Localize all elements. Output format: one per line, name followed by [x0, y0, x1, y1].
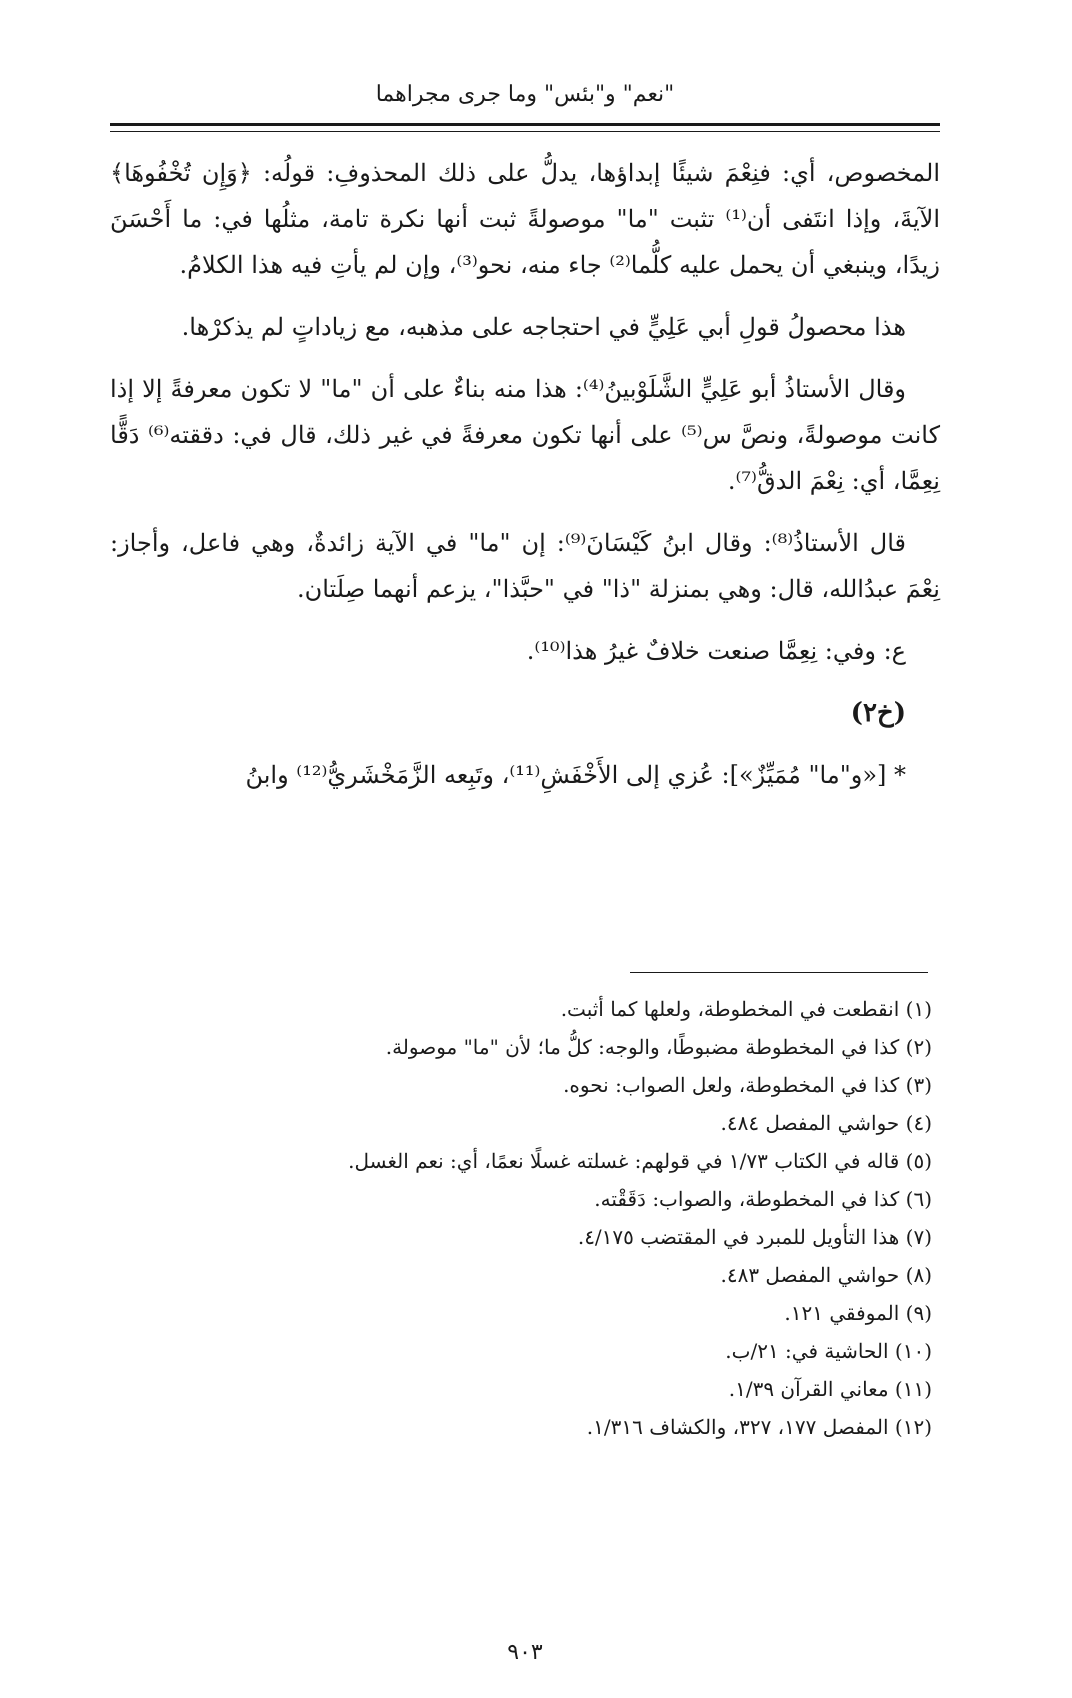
page-number: ٩٠٣: [507, 1640, 543, 1665]
main-text: [110, 150, 940, 814]
footnote: (١٠) الحاشية في: ٢١/ب.: [725, 1339, 932, 1363]
footnote: (١) انقطعت في المخطوطة، ولعلها كما أثبت.: [560, 997, 932, 1021]
footnote: (٥) قاله في الكتاب ١/٧٣ في قولهم: غسلته غسلًا نعمًا، أي: نعم الغسل.: [348, 1149, 932, 1173]
paragraph: ع: وفي: نِعِمَّا صنعت خلافٌ غيرُ هذا⁽¹⁰⁾.: [526, 637, 906, 665]
footnotes: [110, 990, 940, 1446]
paragraph: هذا محصولُ قولِ أبي عَلِيٍّ في احتجاجه على مذهبه، مع زياداتٍ لم يذكرْها.: [181, 313, 906, 341]
paragraph: وقال الأستاذُ أبو عَلِيٍّ الشَّلَوْبينُ⁽⁴⁾: هذا منه بناءٌ على أن "ما" لا تكون معرفةً إلا إذا كانت موصولةً، ونصَّ س⁽⁵⁾ على أنها تكون معرفةً في غير ذلك، قال في: دققته⁽⁶⁾ دَقًّا نِعِمَّا، أي: نِعْمَ الدقُّ⁽⁷⁾.: [110, 375, 941, 495]
footnote: (٨) حواشي المفصل ٤٨٣.: [720, 1263, 932, 1287]
footnote: (٤) حواشي المفصل ٤٨٤.: [720, 1111, 932, 1135]
footnote: (٩) الموفقي ١٢١.: [784, 1301, 932, 1325]
footnote: (٢) كذا في المخطوطة مضبوطًا، والوجه: كلُّ ما؛ لأن "ما" موصولة.: [385, 1035, 932, 1059]
footnote: (٣) كذا في المخطوطة، ولعل الصواب: نحوه.: [563, 1073, 932, 1097]
footnote: (١٢) المفصل ١٧٧، ٣٢٧، والكشاف ١/٣١٦.: [586, 1415, 932, 1439]
footnote: (١١) معاني القرآن ١/٣٩.: [728, 1377, 932, 1401]
footnote: (٧) هذا التأويل للمبرد في المقتضب ٤/١٧٥.: [577, 1225, 932, 1249]
header-rule-thick: [110, 123, 940, 126]
header-rule-thin: [110, 131, 940, 132]
section-heading: (خ٢): [850, 698, 906, 728]
footnote-separator: [630, 972, 928, 973]
paragraph-continued: * [«و"ما" مُمَيِّزٌ»]: عُزي إلى الأَخْفَشِ⁽¹¹⁾، وتَبِعه الزَّمَخْشَريُّ⁽¹²⁾ وابنُ: [245, 761, 906, 789]
paragraph: قال الأستاذُ⁽⁸⁾: وقال ابنُ كَيْسَانَ⁽⁹⁾: إن "ما" في الآية زائدةٌ، وهي فاعل، وأجاز: نِعْمَ عبدُالله، قال: وهي بمنزلة "ذا" في "حبَّذا"، يزعم أنهما صِلَتان.: [110, 529, 940, 603]
paragraph: المخصوص، أي: فنِعْمَ شيئًا إبداؤها، يدلُّ على ذلك المحذوفِ: قولُه: ﴿وَإِن تُخْفُوهَا﴾ الآيةَ، وإذا انتَفى أن⁽¹⁾ تثبت "ما" موصولةً ثبت أنها نكرة تامة، مثلُها في: ما أَحْسَنَ زيدًا، وينبغي أن يحمل عليه كلُّما⁽²⁾ جاء منه، نحو⁽³⁾، وإن لم يأتِ فيه هذا الكلامُ.: [110, 159, 940, 279]
running-title: "نعم" و"بئس" وما جرى مجراهما: [375, 82, 675, 107]
footnote: (٦) كذا في المخطوطة، والصواب: دَقَقْته.: [594, 1187, 932, 1211]
